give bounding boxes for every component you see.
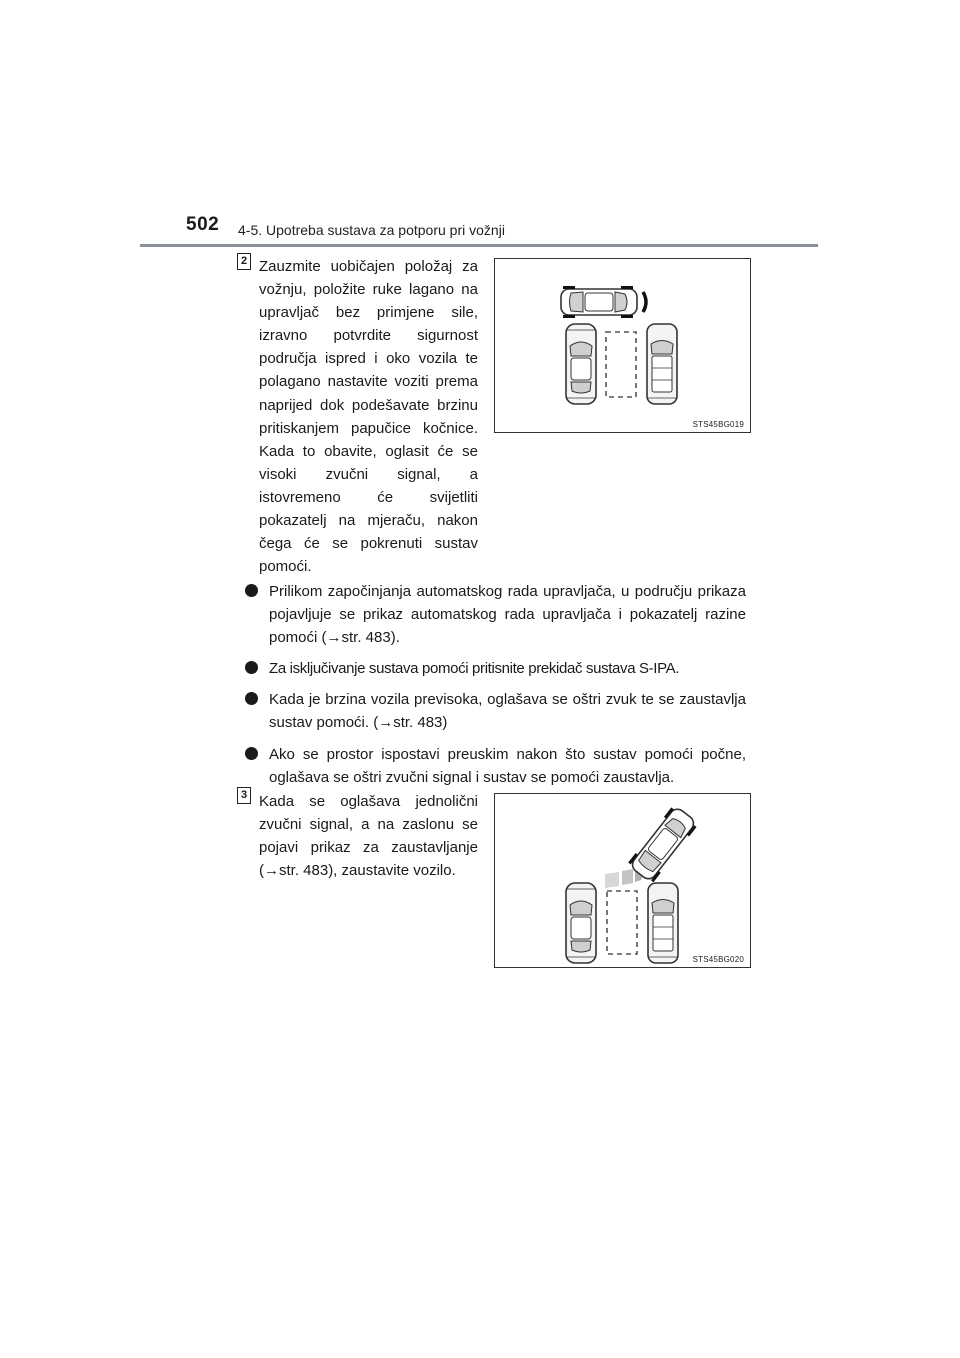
bullet-text: Za isključivanje sustava pomoći pritisnite prekidač sustava S-IPA. (269, 660, 680, 678)
target-parking-space (606, 332, 636, 397)
parked-car-right (648, 883, 678, 963)
list-item (243, 688, 746, 734)
ego-vehicle (561, 286, 646, 318)
ego-vehicle (627, 804, 699, 884)
figure-code: STS45BG019 (692, 420, 744, 429)
list-item (243, 743, 746, 789)
section-title: 4-5. Upotreba sustava za potporu pri vožnji (238, 222, 505, 238)
figure-parking-start (494, 258, 751, 433)
bullet-icon (245, 584, 258, 597)
header-divider (140, 244, 818, 247)
parking-stop-illustration (495, 794, 750, 967)
parked-car-left (566, 883, 596, 963)
step-badge-2: 2 (237, 253, 251, 270)
parking-start-illustration (495, 259, 750, 432)
list-item (243, 580, 746, 649)
bullet-icon (245, 661, 258, 674)
bullet-icon (245, 747, 258, 760)
step-badge-3: 3 (237, 787, 251, 804)
bullet-icon (245, 692, 258, 705)
target-parking-space (607, 891, 637, 954)
info-bullet-list (243, 580, 746, 797)
parked-car-right (647, 324, 677, 404)
step-3-text: Kada se oglašava jednolični zvučni signal, a na zaslonu se pojavi prikaz za zaustavljanje (→str. 483), zaustavite vozilo. (259, 793, 478, 880)
bullet-text: Prilikom započinjanja automatskog rada upravljača, u području prikaza pojavljuje se prikaz automatskog rada upravljača i pokazatelj razine pomoći (→str. 483). (269, 583, 746, 647)
step-2-text: Zauzmite uobičajen položaj za vožnju, položite ruke lagano na upravljač bez primjene sile, izravno potvrdite sigurnost područja ispred i oko vozila te polagano nastavite voziti prema naprijed dok podešavate brzinu pritiskanjem papučice kočnice. Kada to obavite, oglasit će se visoki zvučni signal, a istovremeno će svijetliti pokazatelj na mjeraču, nakon čega će se pokrenuti sustav pomoći. (259, 258, 478, 576)
figure-code: STS45BG020 (692, 955, 744, 964)
bullet-text: Kada je brzina vozila previsoka, oglašava se oštri zvuk te se zaustavlja sustav pomoći. (→str. 483) (269, 691, 746, 732)
parked-car-left (566, 324, 596, 404)
bullet-text: Ako se prostor ispostavi preuskim nakon što sustav pomoći počne, oglašava se oštri zvučni signal i sustav se pomoći zaustavlja. (269, 745, 746, 786)
list-item (243, 657, 746, 680)
figure-parking-stop (494, 793, 751, 968)
page-number: 502 (186, 214, 220, 235)
